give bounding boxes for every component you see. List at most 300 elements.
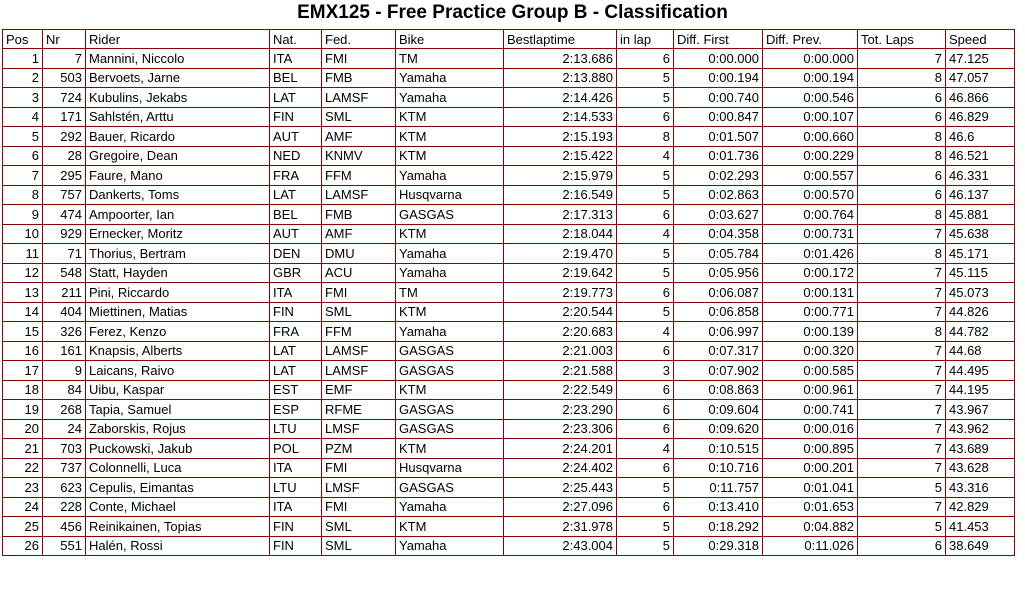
pos-cell: 4 bbox=[2, 108, 43, 128]
nat-cell: GBR bbox=[270, 264, 322, 284]
table-row bbox=[2, 400, 1015, 420]
diff-prev-cell: 0:00.546 bbox=[763, 88, 858, 108]
tot-laps-cell: 6 bbox=[858, 166, 946, 186]
bestlaptime-cell: 2:23.290 bbox=[504, 400, 617, 420]
pos-cell: 11 bbox=[2, 244, 43, 264]
pos-cell: 5 bbox=[2, 127, 43, 147]
tot-laps-cell: 8 bbox=[858, 205, 946, 225]
rider-cell: Bervoets, Jarne bbox=[86, 69, 270, 89]
pos-cell: 7 bbox=[2, 166, 43, 186]
pos-cell: 16 bbox=[2, 342, 43, 362]
pos-cell: 12 bbox=[2, 264, 43, 284]
fed-cell: ACU bbox=[322, 264, 396, 284]
bike-cell: KTM bbox=[396, 147, 504, 167]
bike-cell: KTM bbox=[396, 517, 504, 537]
column-header-diff-prev[interactable]: Diff. Prev. bbox=[763, 29, 858, 49]
bike-cell: TM bbox=[396, 283, 504, 303]
in-lap-cell: 6 bbox=[617, 381, 674, 401]
diff-first-cell: 0:00.740 bbox=[674, 88, 763, 108]
nr-cell: 228 bbox=[43, 498, 86, 518]
speed-cell: 46.829 bbox=[946, 108, 1015, 128]
bestlaptime-cell: 2:16.549 bbox=[504, 186, 617, 206]
in-lap-cell: 5 bbox=[617, 88, 674, 108]
table-row bbox=[2, 186, 1015, 206]
table-row bbox=[2, 361, 1015, 381]
speed-cell: 44.495 bbox=[946, 361, 1015, 381]
diff-first-cell: 0:07.902 bbox=[674, 361, 763, 381]
bike-cell: Husqvarna bbox=[396, 459, 504, 479]
table-row bbox=[2, 264, 1015, 284]
bike-cell: KTM bbox=[396, 303, 504, 323]
tot-laps-cell: 8 bbox=[858, 322, 946, 342]
fed-cell: LMSF bbox=[322, 420, 396, 440]
table-row bbox=[2, 517, 1015, 537]
tot-laps-cell: 7 bbox=[858, 439, 946, 459]
nat-cell: FIN bbox=[270, 303, 322, 323]
in-lap-cell: 6 bbox=[617, 49, 674, 69]
nr-cell: 71 bbox=[43, 244, 86, 264]
nat-cell: FRA bbox=[270, 322, 322, 342]
in-lap-cell: 6 bbox=[617, 498, 674, 518]
bestlaptime-cell: 2:20.544 bbox=[504, 303, 617, 323]
bike-cell: KTM bbox=[396, 108, 504, 128]
in-lap-cell: 5 bbox=[617, 244, 674, 264]
bike-cell: GASGAS bbox=[396, 420, 504, 440]
table-row bbox=[2, 49, 1015, 69]
table-row bbox=[2, 127, 1015, 147]
tot-laps-cell: 8 bbox=[858, 69, 946, 89]
speed-cell: 44.826 bbox=[946, 303, 1015, 323]
tot-laps-cell: 7 bbox=[858, 225, 946, 245]
rider-cell: Sahlstén, Arttu bbox=[86, 108, 270, 128]
nat-cell: DEN bbox=[270, 244, 322, 264]
nr-cell: 456 bbox=[43, 517, 86, 537]
rider-cell: Bauer, Ricardo bbox=[86, 127, 270, 147]
bestlaptime-cell: 2:15.193 bbox=[504, 127, 617, 147]
diff-prev-cell: 0:00.731 bbox=[763, 225, 858, 245]
tot-laps-cell: 7 bbox=[858, 49, 946, 69]
column-header-bestlaptime[interactable]: Bestlaptime bbox=[504, 29, 617, 49]
in-lap-cell: 6 bbox=[617, 108, 674, 128]
nr-cell: 171 bbox=[43, 108, 86, 128]
diff-prev-cell: 0:00.201 bbox=[763, 459, 858, 479]
table-row bbox=[2, 459, 1015, 479]
nat-cell: ITA bbox=[270, 49, 322, 69]
speed-cell: 47.125 bbox=[946, 49, 1015, 69]
diff-first-cell: 0:10.716 bbox=[674, 459, 763, 479]
nat-cell: LTU bbox=[270, 478, 322, 498]
in-lap-cell: 5 bbox=[617, 537, 674, 557]
diff-prev-cell: 0:00.194 bbox=[763, 69, 858, 89]
bestlaptime-cell: 2:24.402 bbox=[504, 459, 617, 479]
fed-cell: FFM bbox=[322, 322, 396, 342]
diff-prev-cell: 0:00.172 bbox=[763, 264, 858, 284]
diff-prev-cell: 0:04.882 bbox=[763, 517, 858, 537]
rider-cell: Statt, Hayden bbox=[86, 264, 270, 284]
nat-cell: FRA bbox=[270, 166, 322, 186]
nat-cell: ESP bbox=[270, 400, 322, 420]
diff-first-cell: 0:06.997 bbox=[674, 322, 763, 342]
bike-cell: GASGAS bbox=[396, 400, 504, 420]
speed-cell: 46.137 bbox=[946, 186, 1015, 206]
speed-cell: 46.331 bbox=[946, 166, 1015, 186]
bestlaptime-cell: 2:13.880 bbox=[504, 69, 617, 89]
nr-cell: 292 bbox=[43, 127, 86, 147]
in-lap-cell: 3 bbox=[617, 361, 674, 381]
pos-cell: 10 bbox=[2, 225, 43, 245]
nat-cell: ITA bbox=[270, 283, 322, 303]
in-lap-cell: 5 bbox=[617, 186, 674, 206]
bike-cell: GASGAS bbox=[396, 478, 504, 498]
column-header-in-lap[interactable]: in lap bbox=[617, 29, 674, 49]
fed-cell: FMI bbox=[322, 498, 396, 518]
speed-cell: 44.782 bbox=[946, 322, 1015, 342]
column-header-rider[interactable]: Rider bbox=[86, 29, 270, 49]
speed-cell: 43.316 bbox=[946, 478, 1015, 498]
fed-cell: LMSF bbox=[322, 478, 396, 498]
pos-cell: 23 bbox=[2, 478, 43, 498]
diff-first-cell: 0:04.358 bbox=[674, 225, 763, 245]
diff-first-cell: 0:01.507 bbox=[674, 127, 763, 147]
pos-cell: 26 bbox=[2, 537, 43, 557]
rider-cell: Colonnelli, Luca bbox=[86, 459, 270, 479]
pos-cell: 2 bbox=[2, 69, 43, 89]
fed-cell: PZM bbox=[322, 439, 396, 459]
nr-cell: 551 bbox=[43, 537, 86, 557]
diff-first-cell: 0:07.317 bbox=[674, 342, 763, 362]
bike-cell: Husqvarna bbox=[396, 186, 504, 206]
speed-cell: 45.881 bbox=[946, 205, 1015, 225]
table-row bbox=[2, 244, 1015, 264]
pos-cell: 13 bbox=[2, 283, 43, 303]
bestlaptime-cell: 2:22.549 bbox=[504, 381, 617, 401]
nat-cell: NED bbox=[270, 147, 322, 167]
diff-first-cell: 0:09.620 bbox=[674, 420, 763, 440]
column-header-fed[interactable]: Fed. bbox=[322, 29, 396, 49]
diff-prev-cell: 0:00.741 bbox=[763, 400, 858, 420]
diff-first-cell: 0:00.000 bbox=[674, 49, 763, 69]
nat-cell: ITA bbox=[270, 498, 322, 518]
bike-cell: Yamaha bbox=[396, 88, 504, 108]
bike-cell: KTM bbox=[396, 225, 504, 245]
rider-cell: Kubulins, Jekabs bbox=[86, 88, 270, 108]
bike-cell: GASGAS bbox=[396, 342, 504, 362]
diff-first-cell: 0:05.784 bbox=[674, 244, 763, 264]
speed-cell: 45.171 bbox=[946, 244, 1015, 264]
table-row bbox=[2, 69, 1015, 89]
tot-laps-cell: 6 bbox=[858, 108, 946, 128]
in-lap-cell: 8 bbox=[617, 127, 674, 147]
diff-first-cell: 0:13.410 bbox=[674, 498, 763, 518]
in-lap-cell: 6 bbox=[617, 342, 674, 362]
bestlaptime-cell: 2:25.443 bbox=[504, 478, 617, 498]
nr-cell: 28 bbox=[43, 147, 86, 167]
pos-cell: 25 bbox=[2, 517, 43, 537]
column-header-nr[interactable]: Nr bbox=[43, 29, 86, 49]
table-row bbox=[2, 381, 1015, 401]
speed-cell: 45.115 bbox=[946, 264, 1015, 284]
fed-cell: FMI bbox=[322, 459, 396, 479]
nat-cell: FIN bbox=[270, 537, 322, 557]
nr-cell: 326 bbox=[43, 322, 86, 342]
rider-cell: Puckowski, Jakub bbox=[86, 439, 270, 459]
in-lap-cell: 4 bbox=[617, 225, 674, 245]
fed-cell: SML bbox=[322, 303, 396, 323]
page-title: EMX125 - Free Practice Group B - Classification bbox=[297, 2, 728, 23]
diff-first-cell: 0:09.604 bbox=[674, 400, 763, 420]
tot-laps-cell: 7 bbox=[858, 381, 946, 401]
bestlaptime-cell: 2:21.588 bbox=[504, 361, 617, 381]
rider-cell: Tapia, Samuel bbox=[86, 400, 270, 420]
pos-cell: 9 bbox=[2, 205, 43, 225]
table-row bbox=[2, 322, 1015, 342]
nat-cell: AUT bbox=[270, 127, 322, 147]
nr-cell: 404 bbox=[43, 303, 86, 323]
fed-cell: AMF bbox=[322, 127, 396, 147]
bike-cell: GASGAS bbox=[396, 361, 504, 381]
pos-cell: 8 bbox=[2, 186, 43, 206]
bike-cell: Yamaha bbox=[396, 264, 504, 284]
tot-laps-cell: 8 bbox=[858, 127, 946, 147]
fed-cell: LAMSF bbox=[322, 361, 396, 381]
bestlaptime-cell: 2:14.426 bbox=[504, 88, 617, 108]
diff-first-cell: 0:00.194 bbox=[674, 69, 763, 89]
header-row bbox=[2, 29, 1015, 49]
diff-first-cell: 0:06.858 bbox=[674, 303, 763, 323]
rider-cell: Mannini, Niccolo bbox=[86, 49, 270, 69]
in-lap-cell: 5 bbox=[617, 166, 674, 186]
rider-cell: Pini, Riccardo bbox=[86, 283, 270, 303]
fed-cell: FMI bbox=[322, 283, 396, 303]
diff-first-cell: 0:06.087 bbox=[674, 283, 763, 303]
pos-cell: 14 bbox=[2, 303, 43, 323]
in-lap-cell: 4 bbox=[617, 147, 674, 167]
tot-laps-cell: 6 bbox=[858, 186, 946, 206]
rider-cell: Uibu, Kaspar bbox=[86, 381, 270, 401]
fed-cell: AMF bbox=[322, 225, 396, 245]
speed-cell: 46.6 bbox=[946, 127, 1015, 147]
fed-cell: LAMSF bbox=[322, 186, 396, 206]
rider-cell: Zaborskis, Rojus bbox=[86, 420, 270, 440]
column-header-pos[interactable]: Pos bbox=[2, 29, 43, 49]
bestlaptime-cell: 2:15.979 bbox=[504, 166, 617, 186]
tot-laps-cell: 7 bbox=[858, 264, 946, 284]
diff-first-cell: 0:03.627 bbox=[674, 205, 763, 225]
diff-prev-cell: 0:00.229 bbox=[763, 147, 858, 167]
table-row bbox=[2, 283, 1015, 303]
pos-cell: 18 bbox=[2, 381, 43, 401]
speed-cell: 47.057 bbox=[946, 69, 1015, 89]
bestlaptime-cell: 2:18.044 bbox=[504, 225, 617, 245]
rider-cell: Ferez, Kenzo bbox=[86, 322, 270, 342]
table-row bbox=[2, 166, 1015, 186]
bike-cell: Yamaha bbox=[396, 244, 504, 264]
tot-laps-cell: 8 bbox=[858, 147, 946, 167]
diff-first-cell: 0:29.318 bbox=[674, 537, 763, 557]
speed-cell: 45.638 bbox=[946, 225, 1015, 245]
in-lap-cell: 5 bbox=[617, 303, 674, 323]
nr-cell: 929 bbox=[43, 225, 86, 245]
tot-laps-cell: 6 bbox=[858, 537, 946, 557]
diff-first-cell: 0:01.736 bbox=[674, 147, 763, 167]
nr-cell: 724 bbox=[43, 88, 86, 108]
diff-prev-cell: 0:00.961 bbox=[763, 381, 858, 401]
speed-cell: 45.073 bbox=[946, 283, 1015, 303]
fed-cell: EMF bbox=[322, 381, 396, 401]
diff-prev-cell: 0:00.320 bbox=[763, 342, 858, 362]
diff-first-cell: 0:08.863 bbox=[674, 381, 763, 401]
pos-cell: 22 bbox=[2, 459, 43, 479]
table-row bbox=[2, 225, 1015, 245]
bestlaptime-cell: 2:17.313 bbox=[504, 205, 617, 225]
nr-cell: 623 bbox=[43, 478, 86, 498]
rider-cell: Reinikainen, Topias bbox=[86, 517, 270, 537]
in-lap-cell: 4 bbox=[617, 322, 674, 342]
bestlaptime-cell: 2:19.470 bbox=[504, 244, 617, 264]
diff-first-cell: 0:02.863 bbox=[674, 186, 763, 206]
pos-cell: 15 bbox=[2, 322, 43, 342]
tot-laps-cell: 5 bbox=[858, 478, 946, 498]
rider-cell: Conte, Michael bbox=[86, 498, 270, 518]
diff-prev-cell: 0:00.585 bbox=[763, 361, 858, 381]
bike-cell: TM bbox=[396, 49, 504, 69]
bestlaptime-cell: 2:14.533 bbox=[504, 108, 617, 128]
rider-cell: Ernecker, Moritz bbox=[86, 225, 270, 245]
diff-prev-cell: 0:00.139 bbox=[763, 322, 858, 342]
speed-cell: 43.967 bbox=[946, 400, 1015, 420]
bike-cell: KTM bbox=[396, 439, 504, 459]
speed-cell: 43.689 bbox=[946, 439, 1015, 459]
nr-cell: 24 bbox=[43, 420, 86, 440]
tot-laps-cell: 7 bbox=[858, 283, 946, 303]
bike-cell: Yamaha bbox=[396, 322, 504, 342]
speed-cell: 43.628 bbox=[946, 459, 1015, 479]
bestlaptime-cell: 2:31.978 bbox=[504, 517, 617, 537]
nr-cell: 757 bbox=[43, 186, 86, 206]
rider-cell: Gregoire, Dean bbox=[86, 147, 270, 167]
nat-cell: LTU bbox=[270, 420, 322, 440]
diff-prev-cell: 0:00.771 bbox=[763, 303, 858, 323]
nr-cell: 737 bbox=[43, 459, 86, 479]
in-lap-cell: 6 bbox=[617, 205, 674, 225]
diff-prev-cell: 0:00.016 bbox=[763, 420, 858, 440]
tot-laps-cell: 7 bbox=[858, 498, 946, 518]
tot-laps-cell: 7 bbox=[858, 459, 946, 479]
rider-cell: Miettinen, Matias bbox=[86, 303, 270, 323]
bike-cell: Yamaha bbox=[396, 69, 504, 89]
tot-laps-cell: 7 bbox=[858, 420, 946, 440]
nr-cell: 161 bbox=[43, 342, 86, 362]
rider-cell: Laicans, Raivo bbox=[86, 361, 270, 381]
pos-cell: 19 bbox=[2, 400, 43, 420]
diff-prev-cell: 0:00.895 bbox=[763, 439, 858, 459]
nr-cell: 703 bbox=[43, 439, 86, 459]
nat-cell: FIN bbox=[270, 108, 322, 128]
speed-cell: 46.521 bbox=[946, 147, 1015, 167]
rider-cell: Halén, Rossi bbox=[86, 537, 270, 557]
diff-prev-cell: 0:00.131 bbox=[763, 283, 858, 303]
bestlaptime-cell: 2:13.686 bbox=[504, 49, 617, 69]
fed-cell: LAMSF bbox=[322, 342, 396, 362]
bestlaptime-cell: 2:43.004 bbox=[504, 537, 617, 557]
nat-cell: AUT bbox=[270, 225, 322, 245]
pos-cell: 3 bbox=[2, 88, 43, 108]
bike-cell: KTM bbox=[396, 127, 504, 147]
table-row bbox=[2, 205, 1015, 225]
speed-cell: 43.962 bbox=[946, 420, 1015, 440]
diff-prev-cell: 0:01.041 bbox=[763, 478, 858, 498]
bestlaptime-cell: 2:19.773 bbox=[504, 283, 617, 303]
column-header-nat[interactable]: Nat. bbox=[270, 29, 322, 49]
diff-prev-cell: 0:11.026 bbox=[763, 537, 858, 557]
in-lap-cell: 6 bbox=[617, 283, 674, 303]
rider-cell: Faure, Mano bbox=[86, 166, 270, 186]
tot-laps-cell: 5 bbox=[858, 517, 946, 537]
nat-cell: LAT bbox=[270, 361, 322, 381]
table-row bbox=[2, 88, 1015, 108]
in-lap-cell: 5 bbox=[617, 478, 674, 498]
classification-table bbox=[2, 29, 1015, 556]
table-row bbox=[2, 498, 1015, 518]
nr-cell: 7 bbox=[43, 49, 86, 69]
fed-cell: FMB bbox=[322, 69, 396, 89]
table-row bbox=[2, 420, 1015, 440]
column-header-speed[interactable]: Speed bbox=[946, 29, 1015, 49]
bestlaptime-cell: 2:23.306 bbox=[504, 420, 617, 440]
in-lap-cell: 5 bbox=[617, 264, 674, 284]
column-header-diff-first[interactable]: Diff. First bbox=[674, 29, 763, 49]
column-header-tot-laps[interactable]: Tot. Laps bbox=[858, 29, 946, 49]
fed-cell: FFM bbox=[322, 166, 396, 186]
bestlaptime-cell: 2:20.683 bbox=[504, 322, 617, 342]
rider-cell: Cepulis, Eimantas bbox=[86, 478, 270, 498]
speed-cell: 38.649 bbox=[946, 537, 1015, 557]
speed-cell: 46.866 bbox=[946, 88, 1015, 108]
nat-cell: LAT bbox=[270, 342, 322, 362]
fed-cell: SML bbox=[322, 517, 396, 537]
nr-cell: 84 bbox=[43, 381, 86, 401]
nat-cell: LAT bbox=[270, 88, 322, 108]
bestlaptime-cell: 2:27.096 bbox=[504, 498, 617, 518]
in-lap-cell: 6 bbox=[617, 400, 674, 420]
bike-cell: KTM bbox=[396, 381, 504, 401]
bestlaptime-cell: 2:15.422 bbox=[504, 147, 617, 167]
bike-cell: Yamaha bbox=[396, 498, 504, 518]
diff-prev-cell: 0:00.660 bbox=[763, 127, 858, 147]
pos-cell: 21 bbox=[2, 439, 43, 459]
nat-cell: BEL bbox=[270, 69, 322, 89]
nr-cell: 9 bbox=[43, 361, 86, 381]
table-row bbox=[2, 303, 1015, 323]
table-row bbox=[2, 342, 1015, 362]
nr-cell: 548 bbox=[43, 264, 86, 284]
nr-cell: 211 bbox=[43, 283, 86, 303]
fed-cell: DMU bbox=[322, 244, 396, 264]
column-header-bike[interactable]: Bike bbox=[396, 29, 504, 49]
fed-cell: LAMSF bbox=[322, 88, 396, 108]
diff-prev-cell: 0:00.570 bbox=[763, 186, 858, 206]
nat-cell: EST bbox=[270, 381, 322, 401]
diff-first-cell: 0:18.292 bbox=[674, 517, 763, 537]
speed-cell: 44.195 bbox=[946, 381, 1015, 401]
speed-cell: 42.829 bbox=[946, 498, 1015, 518]
tot-laps-cell: 8 bbox=[858, 244, 946, 264]
rider-cell: Dankerts, Toms bbox=[86, 186, 270, 206]
bestlaptime-cell: 2:19.642 bbox=[504, 264, 617, 284]
tot-laps-cell: 7 bbox=[858, 361, 946, 381]
table-row bbox=[2, 147, 1015, 167]
speed-cell: 44.68 bbox=[946, 342, 1015, 362]
